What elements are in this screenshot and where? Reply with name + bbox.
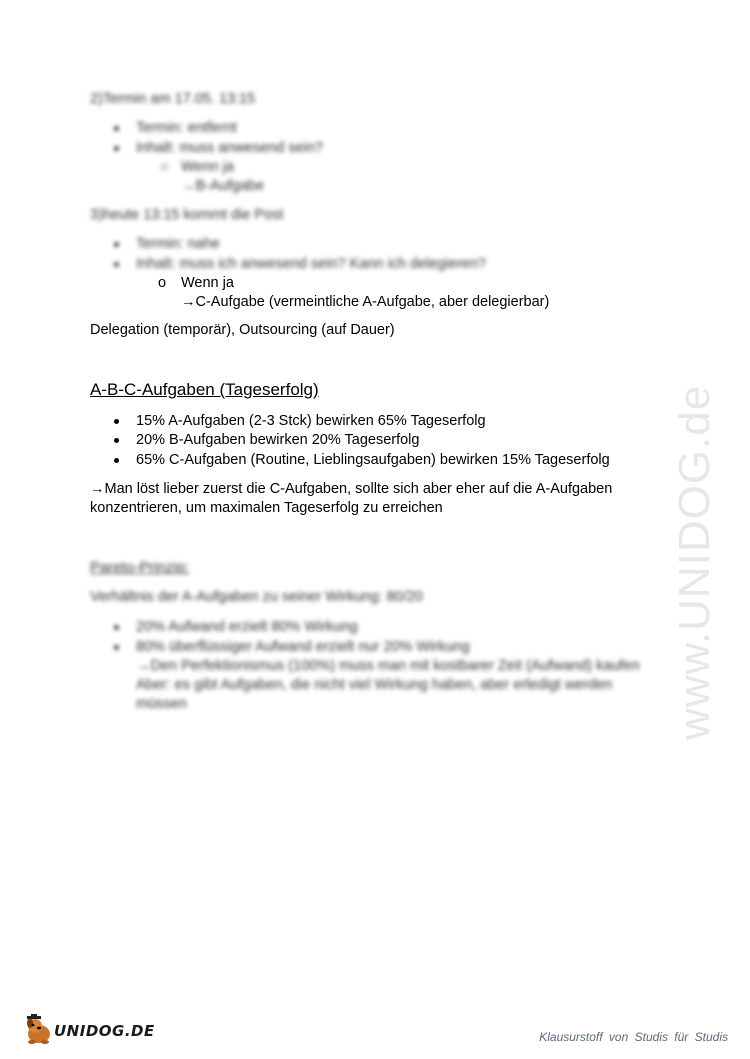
sub-list-marker: o (158, 275, 167, 291)
abc-heading: A-B-C-Aufgaben (Tageserfolg) (90, 380, 319, 399)
conclusion-line: konzentrieren, um maximalen Tageserfolg zu erreichen (90, 500, 443, 516)
list-item: Inhalt: muss ich anwesend sein? Kann ich delegieren? (136, 256, 486, 272)
list-item: Termin: entfernt (136, 120, 237, 136)
logo-text: UNIDOG.DE (54, 1022, 155, 1040)
list-item: 15% A-Aufgaben (2-3 Stck) bewirken 65% Tageserfolg (136, 413, 486, 429)
section-title: 2)Termin am 17.05. 13:15 (90, 91, 256, 107)
list-item-continuation: müssen (136, 696, 187, 712)
delegation-line: Delegation (temporär), Outsourcing (auf Dauer) (90, 322, 395, 338)
sub-list-item: Wenn ja (181, 159, 234, 175)
conclusion-line: →Man löst lieber zuerst die C-Aufgaben, sollte sich aber eher auf die A-Aufgaben (90, 481, 613, 497)
list-item: Inhalt: muss anwesend sein? (136, 140, 323, 156)
footer-tagline: Klausurstoff von Studis für Studis (539, 1030, 728, 1044)
list-item: 20% B-Aufgaben bewirken 20% Tageserfolg (136, 432, 420, 448)
watermark-text: www.UNIDOG.de (670, 384, 719, 740)
section-title: 3)heute 13:15 kommt die Post (90, 207, 284, 223)
unidog-logo (22, 1014, 155, 1046)
list-item: 65% C-Aufgaben (Routine, Lieblingsaufgaben) bewirken 15% Tageserfolg (136, 452, 610, 468)
sub-list-item: Wenn ja (181, 275, 234, 291)
list-item-continuation: →Den Perfektionismus (100%) muss man mit kostbarer Zeit (Aufwand) kaufen (136, 658, 640, 674)
list-item-continuation: Aber: es gibt Aufgaben, die nicht viel Wirkung haben, aber erledigt werden (136, 677, 613, 693)
dog-mascot-icon (22, 1014, 56, 1046)
list-item: 80% überflüssiger Aufwand erzielt nur 20% Wirkung (136, 639, 470, 655)
list-item: Termin: nahe (136, 236, 220, 252)
list-item: 20% Aufwand erzielt 80% Wirkung (136, 619, 358, 635)
sub-list-marker: ○ (160, 159, 169, 175)
sub-list-item: →C-Aufgabe (vermeintliche A-Aufgabe, aber delegierbar) (181, 294, 550, 310)
sub-list-item: →B-Aufgabe (181, 178, 265, 194)
pareto-intro: Verhältnis der A-Aufgaben zu seiner Wirkung: 80/20 (90, 589, 423, 605)
pareto-heading: Pareto-Prinzip: (90, 559, 190, 576)
